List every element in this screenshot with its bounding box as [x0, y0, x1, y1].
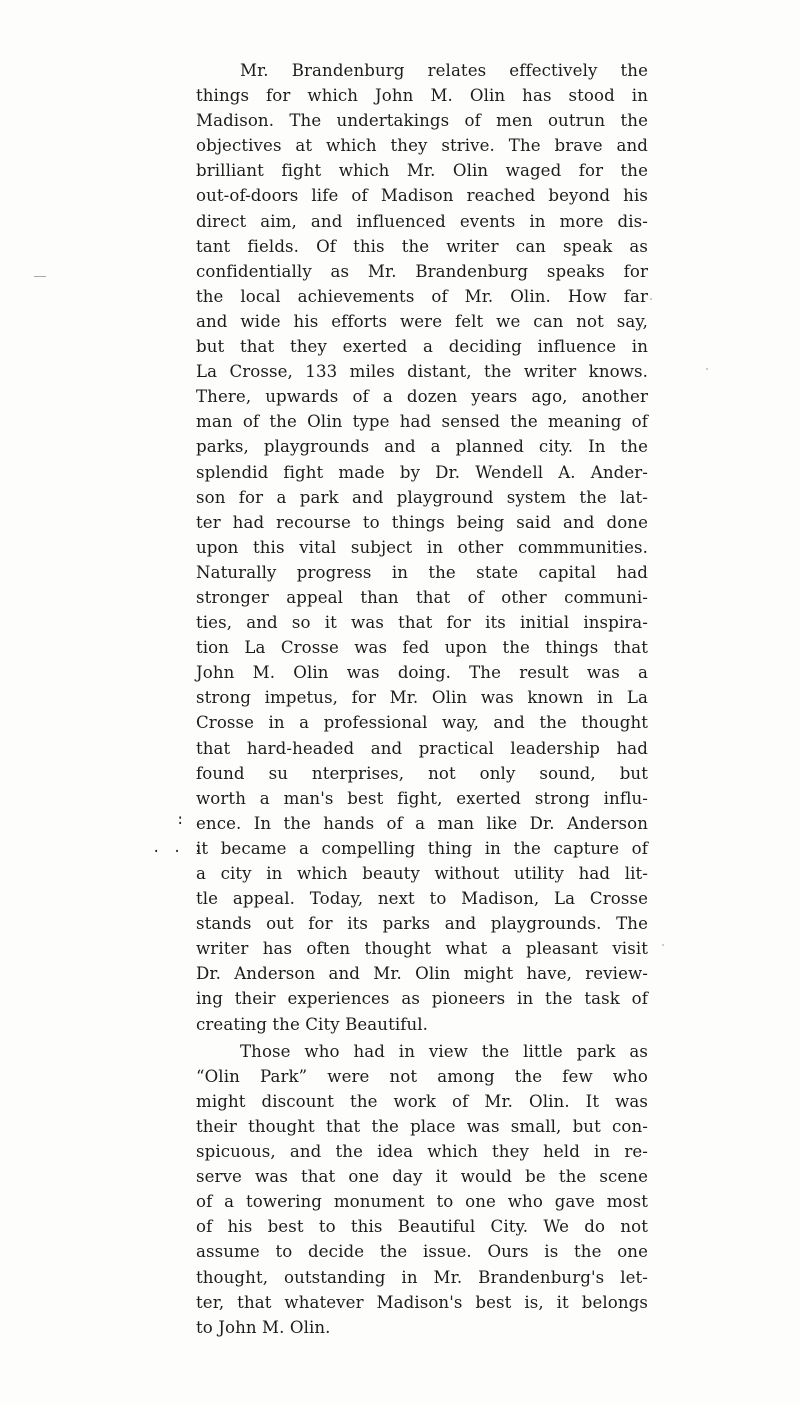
text-line: There, upwards of a dozen years ago, another — [196, 387, 648, 407]
text-line: out-of-doors life of Madison reached beyond his — [196, 186, 648, 206]
text-line: things for which John M. Olin has stood in — [196, 86, 648, 106]
text-line: Dr. Anderson and Mr. Olin might have, review- — [196, 964, 648, 984]
text-line: tion La Crosse was fed upon the things that — [196, 638, 648, 658]
paragraph-2 — [196, 1039, 648, 1340]
text-line: and wide his efforts were felt we can not say, — [196, 311, 648, 331]
text-line: to John M. Olin. — [196, 1317, 331, 1337]
text-line: objectives at which they strive. The brave and — [196, 136, 648, 156]
text-line: strong impetus, for Mr. Olin was known in La — [196, 688, 648, 708]
text-line: ence. In the hands of a man like Dr. Anderson — [196, 813, 648, 833]
text-line: Those who had in view the little park as — [240, 1041, 648, 1061]
text-line: man of the Olin type had sensed the meaning of — [196, 412, 648, 432]
scan-speck — [662, 944, 664, 946]
text-line: might discount the work of Mr. Olin. It was — [196, 1091, 648, 1111]
text-line: tle appeal. Today, next to Madison, La Crosse — [196, 889, 648, 909]
text-line: their thought that the place was small, but con- — [196, 1116, 648, 1136]
text-line: serve was that one day it would be the scene — [196, 1167, 648, 1187]
text-line: ter had recourse to things being said and done — [196, 512, 648, 532]
text-line: spicuous, and the idea which they held in re- — [196, 1142, 648, 1162]
text-line: of a towering monument to one who gave most — [196, 1192, 648, 1212]
text-line: stands out for its parks and playgrounds. The — [196, 914, 648, 934]
text-line: parks, playgrounds and a planned city. In the — [196, 437, 648, 457]
text-line: La Crosse, 133 miles distant, the writer knows. — [196, 362, 648, 382]
scan-speck — [650, 298, 652, 300]
text-line: brilliant fight which Mr. Olin waged for the — [196, 161, 648, 181]
text-line: confidentially as Mr. Brandenburg speaks for — [196, 261, 648, 281]
text-line: writer has often thought what a pleasant visit — [196, 939, 648, 959]
text-line: son for a park and playground system the lat- — [196, 487, 648, 507]
text-line: ties, and so it was that for its initial inspira- — [196, 613, 648, 633]
text-line: stronger appeal than that of other communi- — [196, 587, 648, 607]
margin-scratch — [34, 276, 46, 277]
text-line: Crosse in a professional way, and the thought — [196, 713, 648, 733]
text-line: thought, outstanding in Mr. Brandenburg's let- — [196, 1267, 648, 1287]
text-line: Madison. The undertakings of men outrun the — [196, 111, 648, 131]
text-line: Mr. Brandenburg relates effectively the — [240, 61, 648, 80]
text-line: found su nterprises, not only sound, but — [196, 763, 648, 783]
text-line: ing their experiences as pioneers in the task of — [196, 989, 648, 1009]
text-line: worth a man's best fight, exerted strong influ- — [196, 788, 648, 808]
text-line: upon this vital subject in other commmunities. — [196, 537, 648, 557]
text-line: direct aim, and influenced events in more dis- — [196, 211, 648, 231]
scan-speck — [706, 368, 708, 370]
text-line: of his best to this Beautiful City. We do not — [196, 1217, 648, 1237]
margin-dots-lower: . . : — [152, 840, 205, 856]
text-line: John M. Olin was doing. The result was a — [196, 663, 648, 683]
text-line: creating the City Beautiful. — [196, 1014, 429, 1034]
text-line: the local achievements of Mr. Olin. How far — [196, 286, 648, 306]
text-line: but that they exerted a deciding influence in — [196, 337, 648, 357]
text-line: assume to decide the issue. Ours is the one — [196, 1242, 648, 1262]
text-line: splendid fight made by Dr. Wendell A. Ander- — [196, 462, 648, 482]
paragraph-1 — [196, 58, 648, 1037]
text-line: ter, that whatever Madison's best is, it belongs — [196, 1292, 648, 1312]
margin-dots-upper: : — [176, 812, 187, 828]
text-line: that hard-headed and practical leadership had — [196, 738, 648, 758]
text-line: a city in which beauty without utility had lit- — [196, 864, 648, 883]
text-line: tant fields. Of this the writer can speak as — [196, 236, 648, 256]
article-column — [196, 58, 648, 1340]
text-line: it became a compelling thing in the capture of — [196, 838, 648, 858]
text-line: “Olin Park” were not among the few who — [196, 1066, 648, 1086]
text-line: Naturally progress in the state capital had — [196, 562, 648, 582]
